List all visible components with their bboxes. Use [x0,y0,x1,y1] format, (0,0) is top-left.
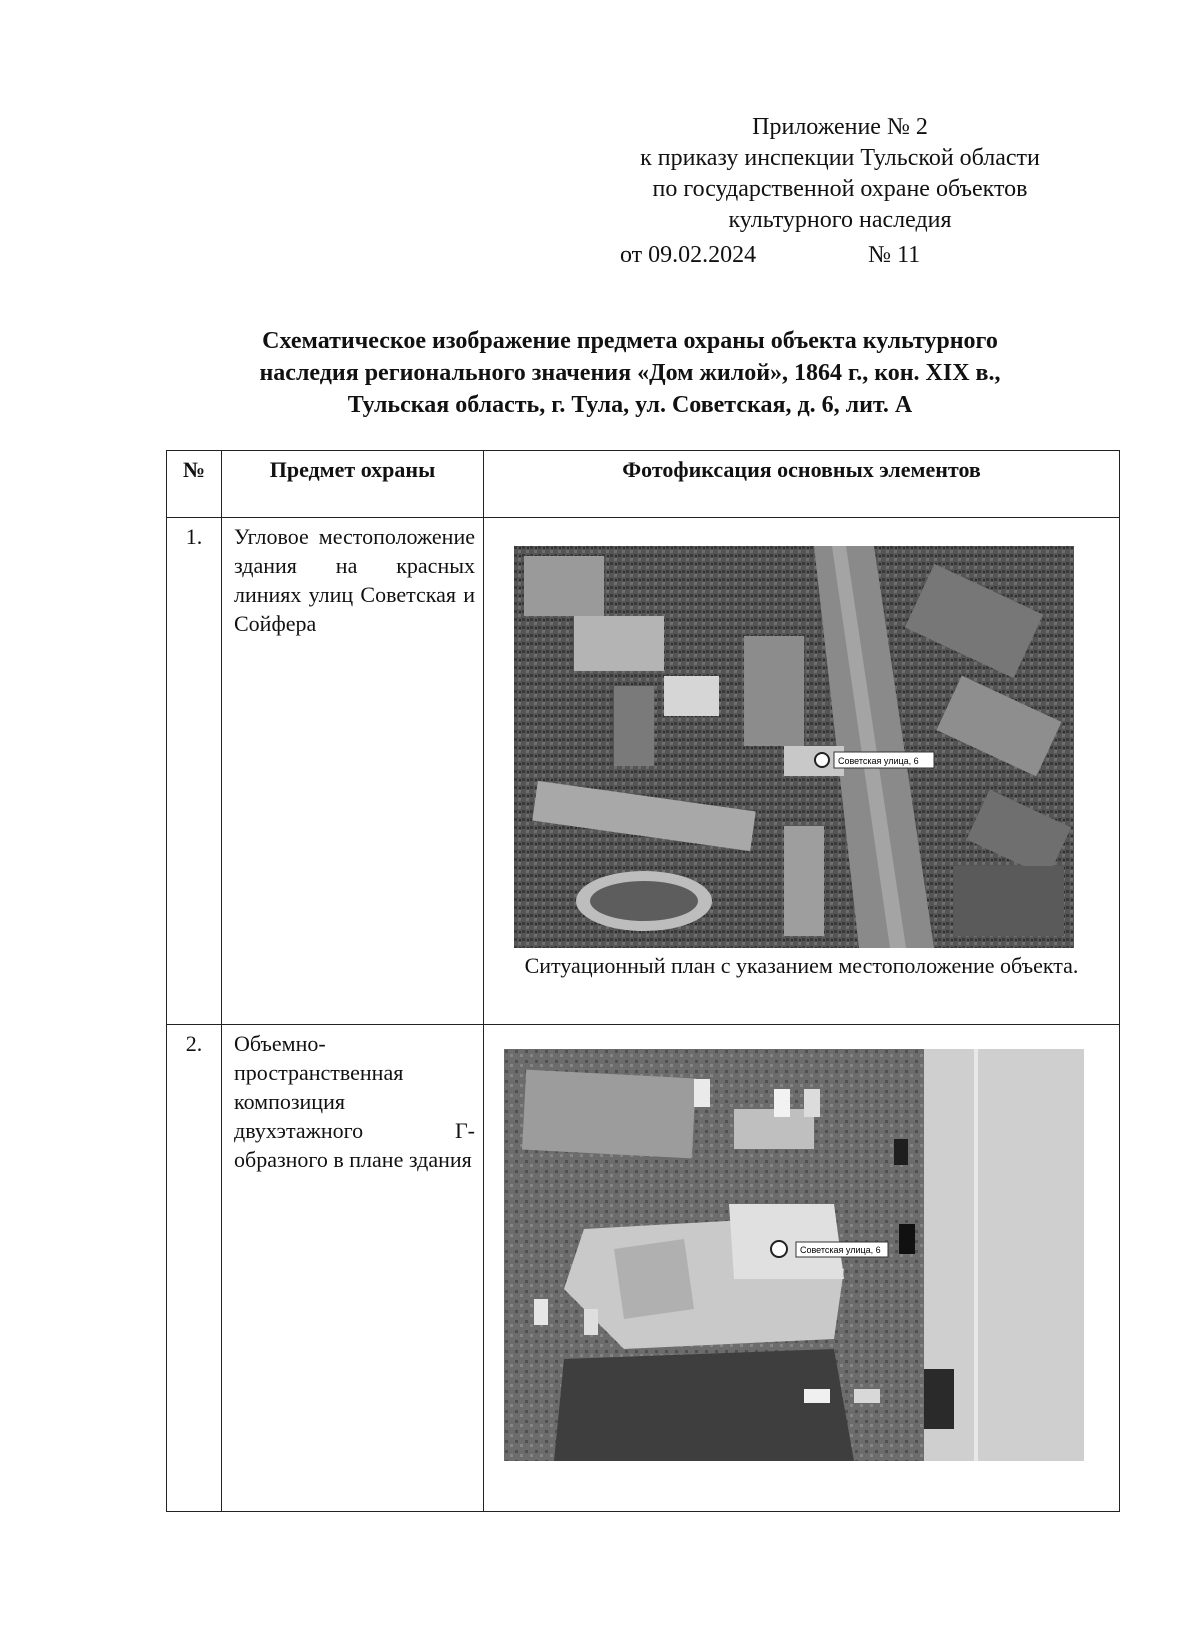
photo-caption: Ситуационный план с указанием местоположение объекта. [524,953,1079,978]
order-date: от 09.02.2024 [620,242,757,268]
order-number: № 11 [868,242,921,268]
protection-subject-table [166,450,1120,1512]
table-row [167,1025,1120,1512]
row-subject: Угловое местоположение здания на красных линиях улиц Советская и Сойфера [222,518,484,1025]
appendix-header [590,112,1090,271]
document-title [150,325,1110,421]
appendix-order-line: к приказу инспекции Тульской области [640,145,1040,171]
title-line: Тульская область, г. Тула, ул. Советская, д. 6, лит. А [347,392,913,418]
appendix-order-line: культурного наследия [728,207,952,233]
column-header-subject: Предмет охраны [222,451,484,518]
photo-cell [484,518,1120,1025]
row-number: 2. [167,1025,222,1512]
column-header-photo: Фотофиксация основных элементов [484,451,1120,518]
photo-location-label: Советская улица, 6 [800,1245,881,1255]
table-row [167,518,1120,1025]
order-date-row [590,240,1090,271]
aerial-situation-plan-image [514,546,1074,948]
title-line: Схематическое изображение предмета охраны объекта культурного [262,328,998,354]
column-header-number: № [167,451,222,518]
title-line: наследия регионального значения «Дом жилой», 1864 г., кон. XIX в., [259,360,1001,386]
appendix-order-line: по государственной охране объектов [652,176,1028,202]
aerial-building-composition-image [504,1049,1084,1461]
table-header-row [167,451,1120,518]
appendix-title: Приложение № 2 [752,114,928,140]
row-subject: Объемно-пространственная композиция двухэтажного Г-образного в плане здания [222,1025,484,1512]
row-number: 1. [167,518,222,1025]
photo-location-label: Советская улица, 6 [838,756,919,766]
photo-cell [484,1025,1120,1512]
